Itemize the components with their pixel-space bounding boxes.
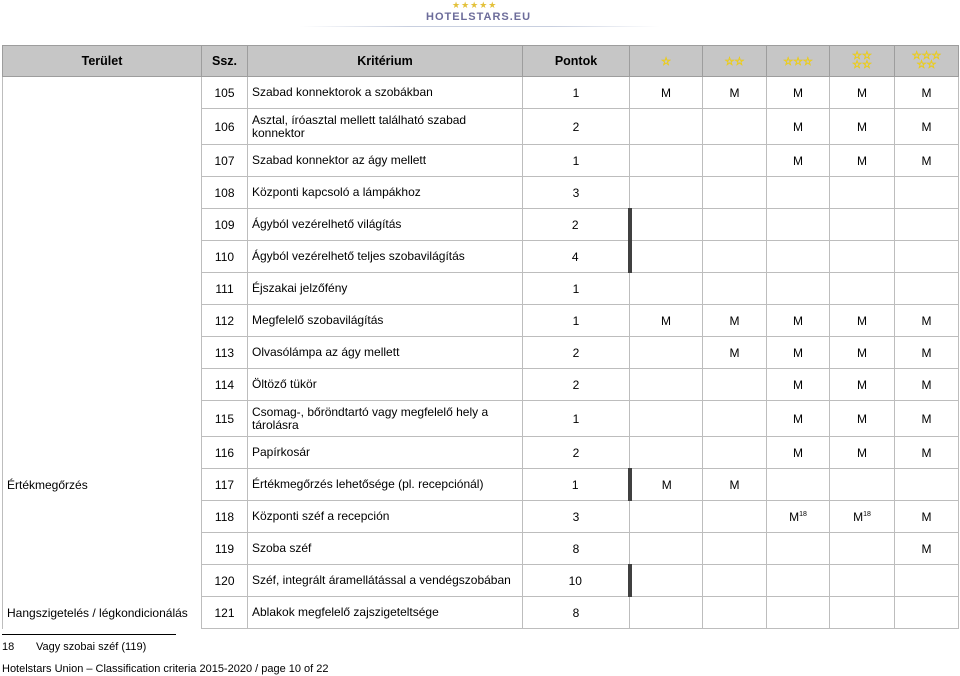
row-number: 113 [202,337,248,369]
row-area: Hangszigetelés / légkondicionálás [3,597,202,629]
row-mark-level-4 [830,241,895,273]
row-mark-level-4: M [830,437,895,469]
row-number: 121 [202,597,248,629]
row-area [3,273,202,305]
row-mark-level-2 [703,501,767,533]
footnote-number: 18 [2,641,15,653]
row-points: 3 [523,177,630,209]
row-mark-level-2: M [703,77,767,109]
footnote-divider [2,634,176,635]
row-mark-level-4: M [830,145,895,177]
logo-text: HOTELSTARS.EU [426,11,532,23]
row-points: 1 [523,401,630,437]
row-mark-level-1 [630,145,703,177]
row-mark-level-1 [630,209,703,241]
row-mark-level-2: M [703,469,767,501]
row-mark-level-3: M [767,437,830,469]
row-number: 115 [202,401,248,437]
footnote-ref: 18 [863,510,871,518]
row-criterion: Szabad konnektorok a szobákban [248,77,523,109]
header-points: Pontok [523,46,630,77]
row-points: 10 [523,565,630,597]
row-number: 112 [202,305,248,337]
row-area [3,209,202,241]
row-mark-level-2 [703,565,767,597]
row-mark-level-5: M [895,337,959,369]
header-criterion: Kritérium [248,46,523,77]
row-mark-level-2 [703,241,767,273]
header-num: Ssz. [202,46,248,77]
row-mark-level-5: M [895,305,959,337]
row-points: 8 [523,533,630,565]
page-footer: Hotelstars Union – Classification criteria 2015-2020 / page 10 of 22 [2,663,329,675]
row-mark-level-4 [830,177,895,209]
row-mark-level-5: M [895,145,959,177]
row-criterion: Öltöző tükör [248,369,523,401]
hotelstars-logo [0,0,960,28]
row-mark-level-5: M [895,437,959,469]
row-mark-level-5 [895,177,959,209]
row-mark-level-5: M [895,401,959,437]
row-mark-level-4 [830,533,895,565]
row-criterion: Széf, integrált áramellátással a vendégszobában [248,565,523,597]
row-criterion: Értékmegőrzés lehetősége (pl. recepciónál) [248,469,523,501]
row-mark-level-2: M [703,305,767,337]
row-mark-level-2 [703,109,767,145]
row-criterion: Ágyból vezérelhető teljes szobavilágítás [248,241,523,273]
row-number: 111 [202,273,248,305]
row-mark-level-2: M [703,337,767,369]
row-mark-level-1 [630,369,703,401]
row-mark-level-2 [703,145,767,177]
table-row [3,305,959,337]
header-3-star-icon: ☆☆☆ [767,46,830,77]
row-mark-level-1 [630,337,703,369]
row-mark-level-3 [767,469,830,501]
row-area [3,109,202,145]
table-row [3,501,959,533]
row-mark-level-1 [630,273,703,305]
row-criterion: Asztal, íróasztal mellett található szabad konnektor [248,109,523,145]
row-mark-level-1 [630,109,703,145]
table-row [3,469,959,501]
row-area [3,533,202,565]
row-mark-level-3: $M^{18}$ [767,501,830,533]
header-5-star-icon: ☆☆☆☆☆ [895,46,959,77]
row-points: 8 [523,597,630,629]
row-mark-level-3: M [767,77,830,109]
row-points: 1 [523,469,630,501]
row-area [3,401,202,437]
row-area [3,77,202,109]
row-mark-level-3: M [767,369,830,401]
row-mark-level-2 [703,597,767,629]
row-mark-level-4 [830,469,895,501]
table-row [3,565,959,597]
row-criterion: Megfelelő szobavilágítás [248,305,523,337]
row-points: 2 [523,337,630,369]
table-row [3,369,959,401]
row-area [3,337,202,369]
row-mark-level-1 [630,533,703,565]
row-area [3,241,202,273]
row-mark-level-5 [895,565,959,597]
header-4-star-icon: ☆☆☆☆ [830,46,895,77]
row-mark-level-1 [630,597,703,629]
row-points: 3 [523,501,630,533]
row-area [3,565,202,597]
row-mark-level-2 [703,209,767,241]
row-number: 119 [202,533,248,565]
row-points: 1 [523,145,630,177]
row-mark-level-5: M [895,501,959,533]
footnote-text: Vagy szobai széf (119) [36,641,147,653]
row-number: 116 [202,437,248,469]
table-row [3,337,959,369]
header-2-star-icon: ☆☆ [703,46,767,77]
row-mark-level-2 [703,437,767,469]
row-mark-level-1 [630,241,703,273]
row-mark-level-5: M [895,109,959,145]
row-criterion: Éjszakai jelzőfény [248,273,523,305]
row-mark-level-1: M [630,305,703,337]
row-mark-level-2 [703,273,767,305]
row-number: 109 [202,209,248,241]
row-points: 1 [523,273,630,305]
row-mark-level-2 [703,369,767,401]
row-mark-level-4 [830,209,895,241]
row-mark-level-3 [767,241,830,273]
table-row [3,437,959,469]
row-number: 118 [202,501,248,533]
table-row [3,401,959,437]
row-mark-level-2 [703,401,767,437]
criteria-table [2,45,959,629]
row-mark-level-3 [767,533,830,565]
row-criterion: Ágyból vezérelhető világítás [248,209,523,241]
row-mark-level-4: M [830,77,895,109]
row-mark-level-4: M [830,401,895,437]
row-number: 106 [202,109,248,145]
row-mark-level-3 [767,565,830,597]
row-number: 110 [202,241,248,273]
row-mark-level-5: M [895,77,959,109]
row-number: 117 [202,469,248,501]
row-mark-level-3: M [767,109,830,145]
table-row [3,145,959,177]
row-points: 2 [523,437,630,469]
row-mark-level-3 [767,597,830,629]
row-criterion: Olvasólámpa az ágy mellett [248,337,523,369]
logo-divider [300,26,660,27]
row-mark-level-5 [895,273,959,305]
row-number: 114 [202,369,248,401]
row-mark-level-1 [630,177,703,209]
row-mark-level-4 [830,597,895,629]
table-row [3,597,959,629]
row-mark-level-1 [630,437,703,469]
row-points: 2 [523,369,630,401]
table-row [3,273,959,305]
row-mark-level-5 [895,209,959,241]
row-number: 108 [202,177,248,209]
row-mark-level-3: M [767,337,830,369]
row-mark-level-4: M [830,109,895,145]
row-points: 2 [523,109,630,145]
row-mark-level-4 [830,565,895,597]
row-mark-level-1 [630,401,703,437]
row-criterion: Szabad konnektor az ágy mellett [248,145,523,177]
row-mark-level-4: M [830,337,895,369]
row-mark-level-5: M [895,369,959,401]
row-mark-level-2 [703,533,767,565]
row-criterion: Ablakok megfelelő zajszigeteltsége [248,597,523,629]
table-header-row [3,46,959,77]
row-mark-level-1: M [630,77,703,109]
row-criterion: Papírkosár [248,437,523,469]
row-mark-level-3 [767,273,830,305]
row-mark-level-4 [830,273,895,305]
header-1-star-icon: ☆ [630,46,703,77]
row-mark-level-1: M [630,469,703,501]
row-points: 1 [523,305,630,337]
row-mark-level-3: M [767,401,830,437]
table-row [3,77,959,109]
footnote-ref: 18 [799,510,807,518]
table-row [3,533,959,565]
header-area: Terület [3,46,202,77]
table-row [3,177,959,209]
logo-stars: ★★★★★ [452,0,498,10]
row-criterion: Szoba széf [248,533,523,565]
footnote [2,641,146,653]
row-criterion: Központi széf a recepción [248,501,523,533]
row-mark-level-2 [703,177,767,209]
table-row [3,241,959,273]
row-points: 1 [523,77,630,109]
row-points: 2 [523,209,630,241]
row-criterion: Csomag-, bőröndtartó vagy megfelelő hely a tárolásra [248,401,523,437]
table-row [3,109,959,145]
row-area [3,437,202,469]
row-area: Értékmegőrzés [3,469,202,501]
row-mark-level-3 [767,209,830,241]
row-mark-level-4: M [830,369,895,401]
row-points: 4 [523,241,630,273]
table-row [3,209,959,241]
row-area [3,145,202,177]
row-mark-level-5 [895,469,959,501]
row-area [3,305,202,337]
row-mark-level-3 [767,177,830,209]
row-number: 105 [202,77,248,109]
row-area [3,369,202,401]
row-mark-level-1 [630,565,703,597]
row-number: 120 [202,565,248,597]
row-mark-level-5 [895,241,959,273]
row-mark-level-4: $M^{18}$ [830,501,895,533]
row-mark-level-5: M [895,533,959,565]
row-area [3,501,202,533]
row-area [3,177,202,209]
row-mark-level-3: M [767,305,830,337]
row-criterion: Központi kapcsoló a lámpákhoz [248,177,523,209]
row-mark-level-1 [630,501,703,533]
row-mark-level-3: M [767,145,830,177]
row-number: 107 [202,145,248,177]
row-mark-level-5 [895,597,959,629]
row-mark-level-4: M [830,305,895,337]
